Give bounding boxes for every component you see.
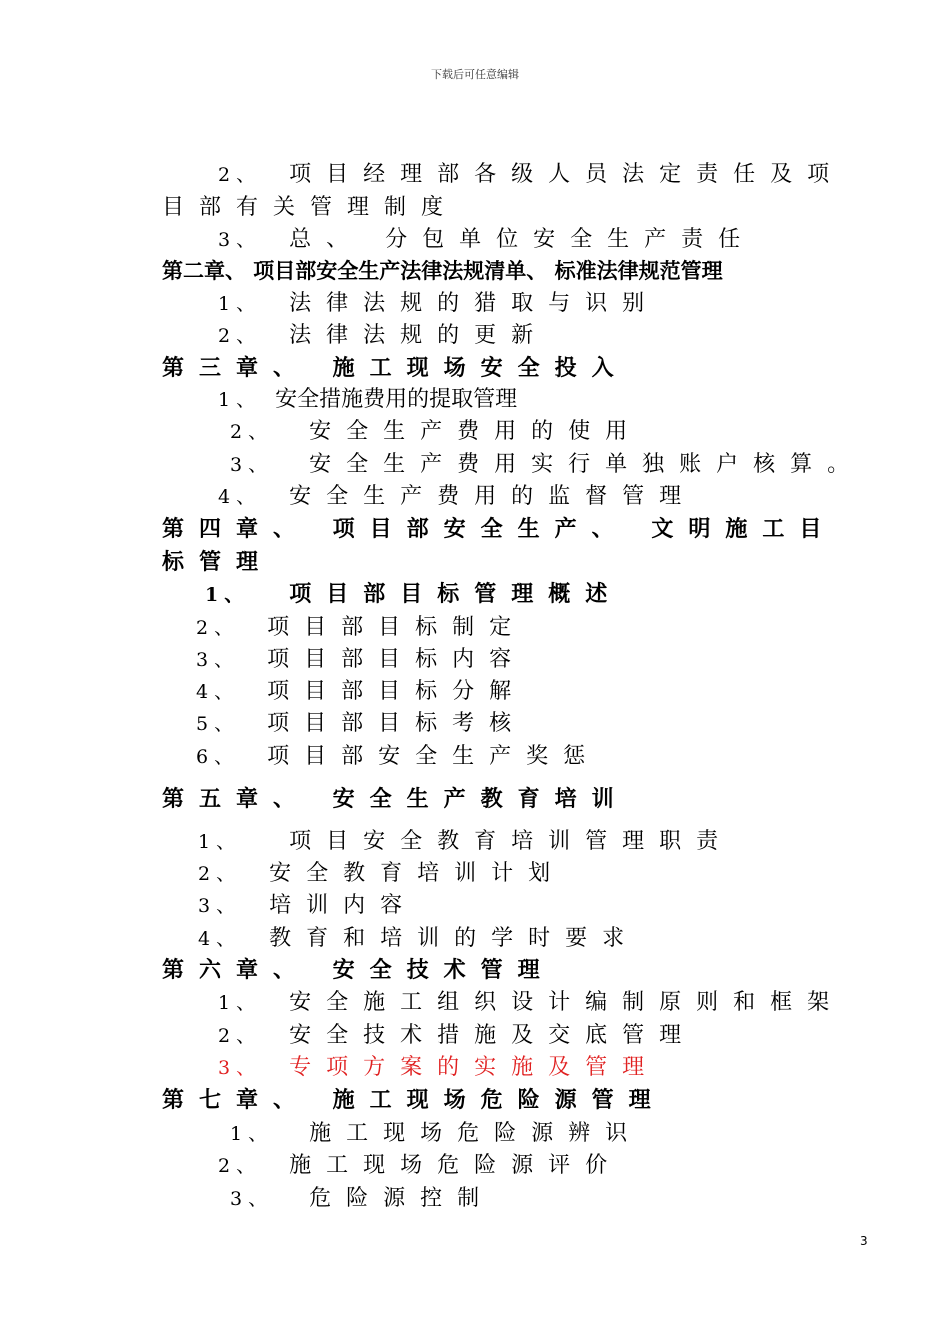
toc-line [218, 321, 548, 351]
chapter-heading [162, 1086, 666, 1116]
item-text: 安全生产费用实行单独账户核算。 [309, 452, 865, 477]
item-text: 项目部目标考核 [267, 711, 527, 736]
chapter-heading [162, 256, 723, 286]
toc-line [162, 193, 458, 223]
item-number: 1、 [205, 584, 250, 606]
item-text: 第二章、 项目部安全生产法律法规清单、 标准法律规范管理 [162, 259, 723, 283]
toc-line [218, 385, 517, 415]
chapter-heading [162, 548, 273, 578]
item-text: 安全施工组织设计编制原则和框架 [289, 990, 845, 1015]
item-text: 总、 分包单位安全生产责任 [289, 227, 756, 252]
toc-line [218, 482, 696, 512]
toc-line [198, 827, 733, 857]
item-text: 第五章、 安全生产教育培训 [162, 787, 629, 812]
toc-line [198, 891, 417, 921]
chapter-heading [162, 956, 555, 986]
item-text: 安全生产费用的监督管理 [289, 484, 697, 509]
item-text: 安全措施费用的提取管理 [275, 387, 518, 412]
item-number: 4、 [198, 928, 242, 950]
toc-line [198, 924, 639, 954]
item-text: 法律法规的更新 [289, 323, 549, 348]
item-text: 安全教育培训计划 [269, 861, 566, 886]
item-number: 1、 [218, 389, 262, 411]
chapter-heading [162, 515, 836, 545]
item-text: 目部有关管理制度 [162, 195, 459, 220]
item-text: 施工现场危险源评价 [289, 1153, 623, 1178]
item-text: 项目部目标制定 [267, 615, 527, 640]
item-number: 1、 [198, 831, 242, 853]
item-number: 5、 [196, 713, 240, 735]
page-number: 3 [860, 1234, 868, 1248]
item-number: 2、 [196, 617, 240, 639]
item-text: 专项方案的实施及管理 [289, 1055, 660, 1080]
item-number: 3、 [218, 229, 262, 251]
item-number: 4、 [218, 486, 262, 508]
toc-line [218, 289, 659, 319]
item-number: 2、 [218, 1155, 262, 1177]
toc-line [196, 709, 526, 739]
page-header: 下载后可任意编辑 [431, 68, 519, 81]
item-number: 2、 [218, 1025, 262, 1047]
item-text: 项目安全教育培训管理职责 [289, 829, 734, 854]
toc-line [230, 450, 864, 480]
item-number: 2、 [230, 421, 274, 443]
item-text: 安全技术措施及交底管理 [289, 1023, 697, 1048]
toc-line [196, 742, 600, 772]
item-text: 项目部目标分解 [267, 679, 527, 704]
item-number: 3、 [218, 1057, 262, 1079]
item-text: 培训内容 [269, 893, 418, 918]
section-heading [205, 580, 622, 610]
toc-line [218, 160, 844, 190]
item-number: 3、 [230, 454, 274, 476]
item-number: 3、 [198, 895, 242, 917]
item-number: 3、 [230, 1188, 274, 1210]
item-text: 标管理 [162, 550, 274, 575]
item-text: 危险源控制 [309, 1186, 495, 1211]
chapter-heading [162, 354, 629, 384]
item-number: 3、 [196, 649, 240, 671]
item-text: 安全生产费用的使用 [309, 419, 643, 444]
toc-line [218, 1021, 696, 1051]
toc-line-highlighted [218, 1053, 659, 1083]
item-number: 1、 [218, 992, 262, 1014]
item-text: 项目部目标内容 [267, 647, 527, 672]
toc-line [198, 859, 565, 889]
toc-line [196, 613, 526, 643]
toc-line [218, 225, 755, 255]
item-text: 施工现场危险源辨识 [309, 1121, 643, 1146]
item-text: 第四章、 项目部安全生产、 文明施工目 [162, 517, 837, 542]
toc-line [230, 417, 642, 447]
toc-line [196, 677, 526, 707]
item-number: 6、 [196, 746, 240, 768]
item-number: 1、 [218, 293, 262, 315]
item-text: 项目部目标管理概述 [289, 582, 623, 607]
item-number: 4、 [196, 681, 240, 703]
item-text: 教育和培训的学时要求 [269, 926, 640, 951]
toc-line [230, 1119, 642, 1149]
item-number: 2、 [198, 863, 242, 885]
item-text: 项目部安全生产奖惩 [267, 744, 601, 769]
item-number: 2、 [218, 325, 262, 347]
item-text: 项目经理部各级人员法定责任及项 [289, 162, 845, 187]
item-text: 第七章、 施工现场危险源管理 [162, 1088, 666, 1113]
chapter-heading [162, 785, 629, 815]
toc-line [218, 988, 844, 1018]
item-text: 第三章、 施工现场安全投入 [162, 356, 629, 381]
item-number: 2、 [218, 164, 262, 186]
toc-line [230, 1184, 494, 1214]
toc-line [196, 645, 526, 675]
item-text: 第六章、 安全技术管理 [162, 958, 555, 983]
toc-line [218, 1151, 622, 1181]
item-number: 1、 [230, 1123, 274, 1145]
item-text: 法律法规的猎取与识别 [289, 291, 660, 316]
